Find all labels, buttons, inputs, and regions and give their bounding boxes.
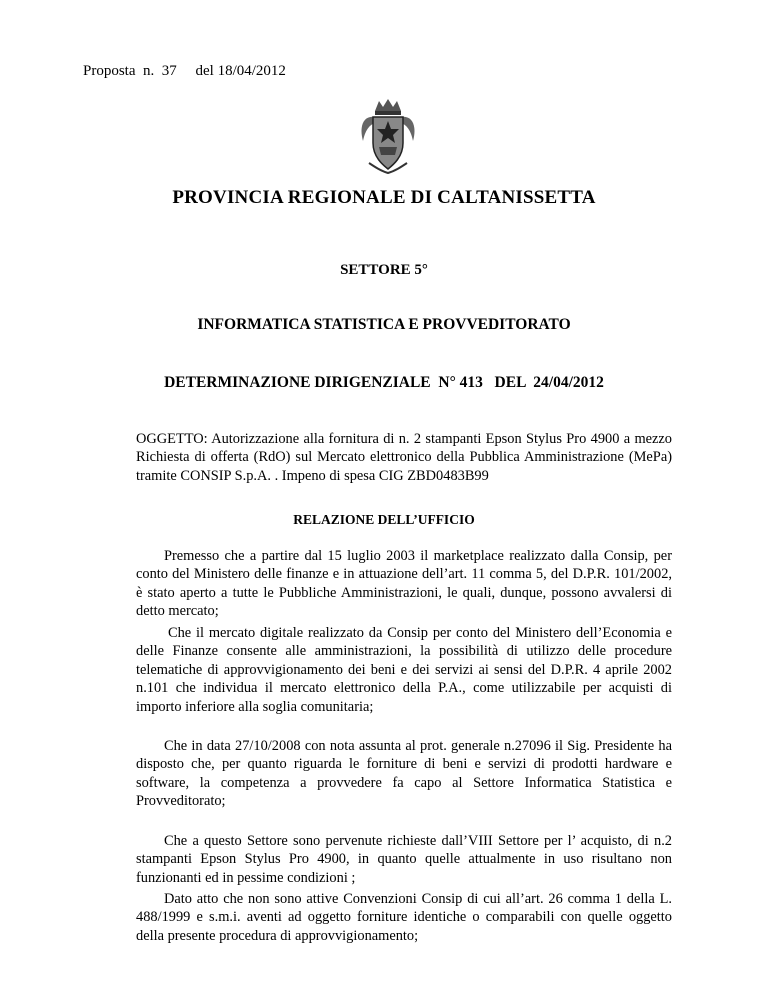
- paragraph: Che il mercato digitale realizzato da Consip per conto del Ministero dell’Economia e delle Finanze consente alle amministrazioni, la possibilità di utilizzo delle procedure telematiche di approvvigionamento dei beni e dei servizi ai sensi del D.P.R. 4 aprile 2002 n.101 che individua il mercato elettronico della P.A., come utilizzabile per acquisti di importo inferiore alla soglia comunitaria;: [136, 625, 672, 715]
- paragraph: Dato atto che non sono attive Convenzioni Consip di cui all’art. 26 comma 1 della L. 488/1999 e s.m.i. aventi ad oggetto forniture identiche o comparabili con quelle oggetto della presente procedura di approvvigionamento;: [136, 891, 672, 944]
- province-title: PROVINCIA REGIONALE DI CALTANISSETTA: [172, 187, 596, 208]
- coat-of-arms-icon: [355, 97, 421, 175]
- proposal-number: Proposta n. 37 del 18/04/2012: [83, 63, 286, 79]
- paragraph: Che in data 27/10/2008 con nota assunta al prot. generale n.27096 il Sig. Presidente ha disposto che, per quanto riguarda le forniture di beni e servizi di prodotti hardware e software, la competenza a provvedere fa capo al Settore Informatica Statistica e Provveditorato;: [136, 738, 672, 810]
- paragraph: Premesso che a partire dal 15 luglio 2003 il marketplace realizzato dalla Consip, per conto del Ministero delle finanze e in attuazione dell’art. 11 comma 5, del D.P.R. 101/2002, è stato aperto a tutte le Pubbliche Amministrazioni, le quali, dunque, possono avvalersi di detto mercato;: [136, 548, 672, 620]
- determination-title: DETERMINAZIONE DIRIGENZIALE N° 413 DEL 24/04/2012: [164, 374, 604, 391]
- department-title: INFORMATICA STATISTICA E PROVVEDITORATO: [197, 316, 571, 333]
- report-heading: RELAZIONE DELL’UFFICIO: [293, 512, 475, 527]
- paragraph: Che a questo Settore sono pervenute richieste dall’VIII Settore per l’ acquisto, di n.2 stampanti Epson Stylus Pro 4900, in quanto quelle attualmente in uso risultano non funzionanti ed in pessime condizioni ;: [136, 833, 672, 886]
- sector-title: SETTORE 5°: [340, 262, 428, 278]
- subject-text: OGGETTO: Autorizzazione alla fornitura di n. 2 stampanti Epson Stylus Pro 4900 a mezzo Richiesta di offerta (RdO) sul Mercato elettronico della Pubblica Amministrazione (MePa) tramite CONSIP S.p.A. . Impeno di spesa CIG ZBD0483B99: [136, 431, 672, 484]
